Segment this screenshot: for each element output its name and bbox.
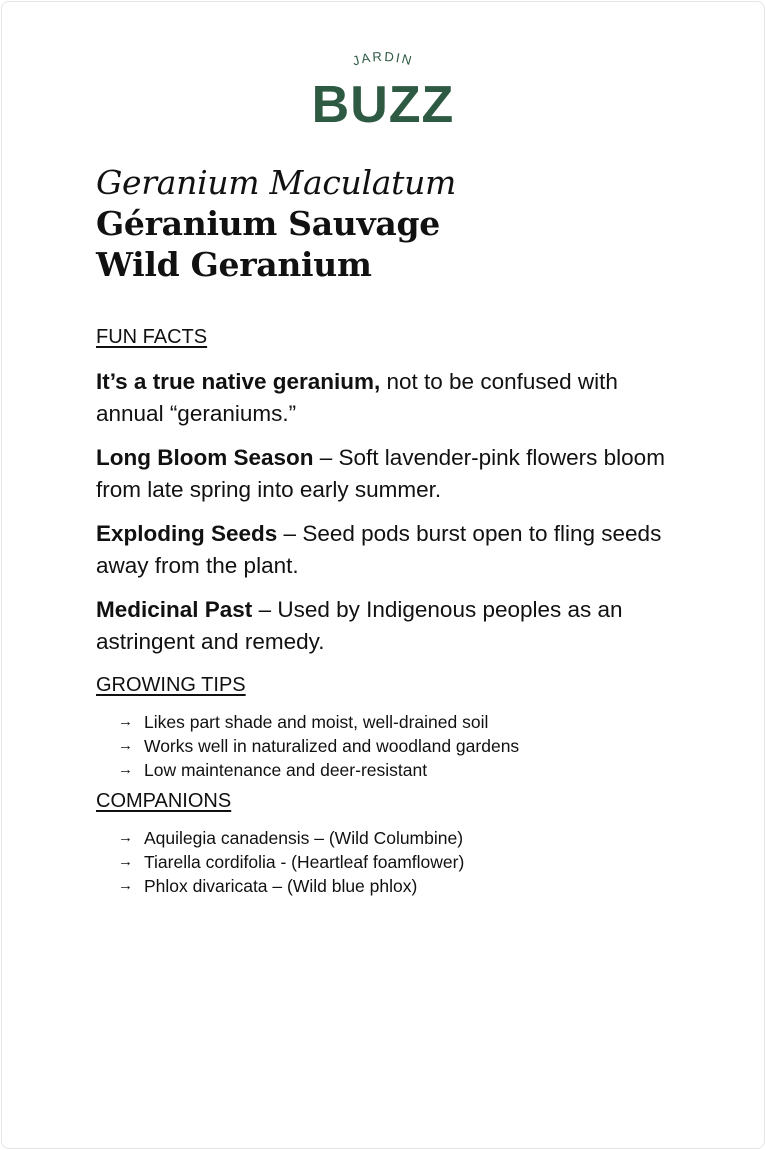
plant-names <box>96 162 456 285</box>
growing-tips-heading: GROWING TIPS <box>96 674 246 696</box>
arrow-right-icon: → <box>118 877 133 894</box>
fact-title: Long Bloom Season <box>96 445 314 470</box>
companions-heading: COMPANIONS <box>96 790 232 812</box>
list-item <box>118 758 638 782</box>
logo-main-text: BUZZ <box>311 76 455 128</box>
arrow-right-icon: → <box>118 737 133 754</box>
list-item-text: Works well in naturalized and woodland gardens <box>144 736 520 756</box>
fact-title: It’s a true native geranium, <box>96 369 381 394</box>
list-item-text: Tiarella cordifolia - (Heartleaf foamflower) <box>144 852 465 872</box>
latin-name: Geranium Maculatum <box>96 163 457 202</box>
fun-facts-heading: FUN FACTS <box>96 326 208 348</box>
fact-item <box>96 366 686 430</box>
list-item <box>118 874 638 898</box>
svg-text:JARDIN <box>351 49 415 69</box>
list-item <box>118 710 638 734</box>
list-item <box>118 826 638 850</box>
french-name: Géranium Sauvage <box>96 204 440 243</box>
fun-facts-list <box>96 366 686 670</box>
fact-text: – Used by Indigenous peoples as an astringent and remedy. <box>96 597 623 654</box>
list-item <box>118 734 638 758</box>
list-item-text: Phlox divaricata – (Wild blue phlox) <box>144 876 418 896</box>
fact-item <box>96 594 686 658</box>
fact-text: – Soft lavender-pink flowers bloom from late spring into early summer. <box>96 445 665 502</box>
logo-top-text: JARDIN <box>350 48 416 69</box>
fact-title: Exploding Seeds <box>96 521 278 546</box>
companions-list <box>118 826 638 898</box>
growing-tips-list <box>118 710 638 782</box>
fact-title: Medicinal Past <box>96 597 253 622</box>
jardin-buzz-logo <box>0 48 766 128</box>
arrow-right-icon: → <box>118 761 133 778</box>
list-item-text: Likes part shade and moist, well-drained soil <box>144 712 489 732</box>
fact-text: – Seed pods burst open to fling seeds away from the plant. <box>96 521 662 578</box>
arrow-right-icon: → <box>118 713 133 730</box>
list-item-text: Low maintenance and deer-resistant <box>144 760 428 780</box>
list-item-text: Aquilegia canadensis – (Wild Columbine) <box>144 828 464 848</box>
fact-item <box>96 442 686 506</box>
list-item <box>118 850 638 874</box>
arrow-right-icon: → <box>118 829 133 846</box>
english-name: Wild Geranium <box>96 245 372 284</box>
fact-item <box>96 518 686 582</box>
arrow-right-icon: → <box>118 853 133 870</box>
fact-text: not to be confused with annual “geraniums.” <box>96 369 618 426</box>
